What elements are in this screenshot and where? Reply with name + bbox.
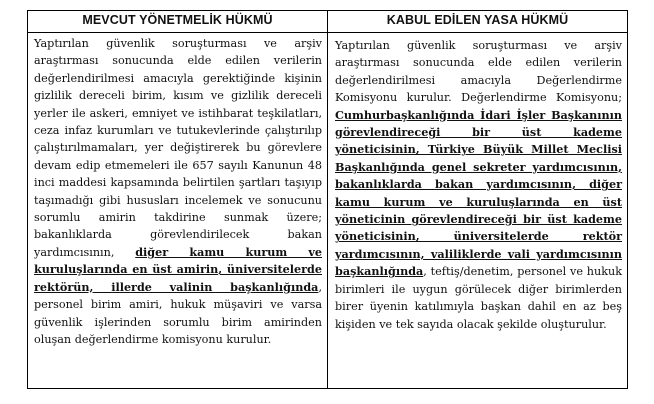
left-text-after: , personel birim amiri, hukuk müşaviri ve varsa güvenlik işlerinden sorumlu birim amirinden oluşan değerlendirme komisyonu kurulur. <box>34 280 322 346</box>
left-text-before: Yaptırılan güvenlik soruşturması ve arşiv araştırması sonucunda elde edilen verilerin değerlendirilmesi amacıyla gerektiğinde kişinin gizlilik dereceli birim, kısım ve gizlilik dereceli yerler ile askeri, emniyet ve istihbarat teşkilatları, ceza infaz kurumları ve tutukevlerinde çalıştırılıp çalıştırılmamaları, yer değiştirerek bu görevlere devam edip etmemeleri ile 657 sayılı Kanunun 48 inci maddesi kapsamında belirtilen şartları taşıyıp taşımadığı gibi hususları incelemek ve sonucunu sorumlu amirin takdirine sunmak üzere; bakanlıklarda görevlendirilecek bakan yardımcısının, <box>34 37 322 259</box>
content-row <box>28 33 628 389</box>
right-emphasized-text: Cumhurbaşkanlığında İdari İşler Başkanının görevlendireceği bir üst kademe yöneticisinin, Türkiye Büyük Millet Meclisi Başkanlığında genel sekreter yardımcısının, bakanlıklarda bakan yardımcısının, diğer kamu kurum ve kuruluşlarında en üst yöneticinin görevlendireceği bir üst kademe yöneticisinin, üniversitelerde rektör yardımcısının, valiliklerde vali yardımcısının başkanlığında <box>335 107 622 279</box>
header-adopted-law: KABUL EDİLEN YASA HÜKMÜ <box>328 11 628 33</box>
right-text-after: , teftiş/denetim, personel ve hukuk birimleri ile uygun görülecek diğer birimlerden birer üyenin katılımıyla başkan dahil en az beş kişiden ve tek sayıda olacak şekilde oluşturulur. <box>335 265 622 331</box>
right-text-before: Yaptırılan güvenlik soruşturması ve arşiv araştırması sonucunda elde edilen verilerin değerlendirilmesi amacıyla Değerlendirme Komisyonu kurulur. Değerlendirme Komisyonu; <box>335 39 622 105</box>
left-emphasized-text: diğer kamu kurum ve kuruluşlarında en üst amirin, üniversitelerde rektörün, illerde valinin başkanlığında <box>34 244 322 294</box>
header-row <box>28 11 628 33</box>
comparison-table <box>27 10 628 389</box>
current-regulation-text <box>28 33 328 389</box>
adopted-law-text <box>328 33 628 389</box>
header-current-regulation: MEVCUT YÖNETMELİK HÜKMÜ <box>28 11 328 33</box>
